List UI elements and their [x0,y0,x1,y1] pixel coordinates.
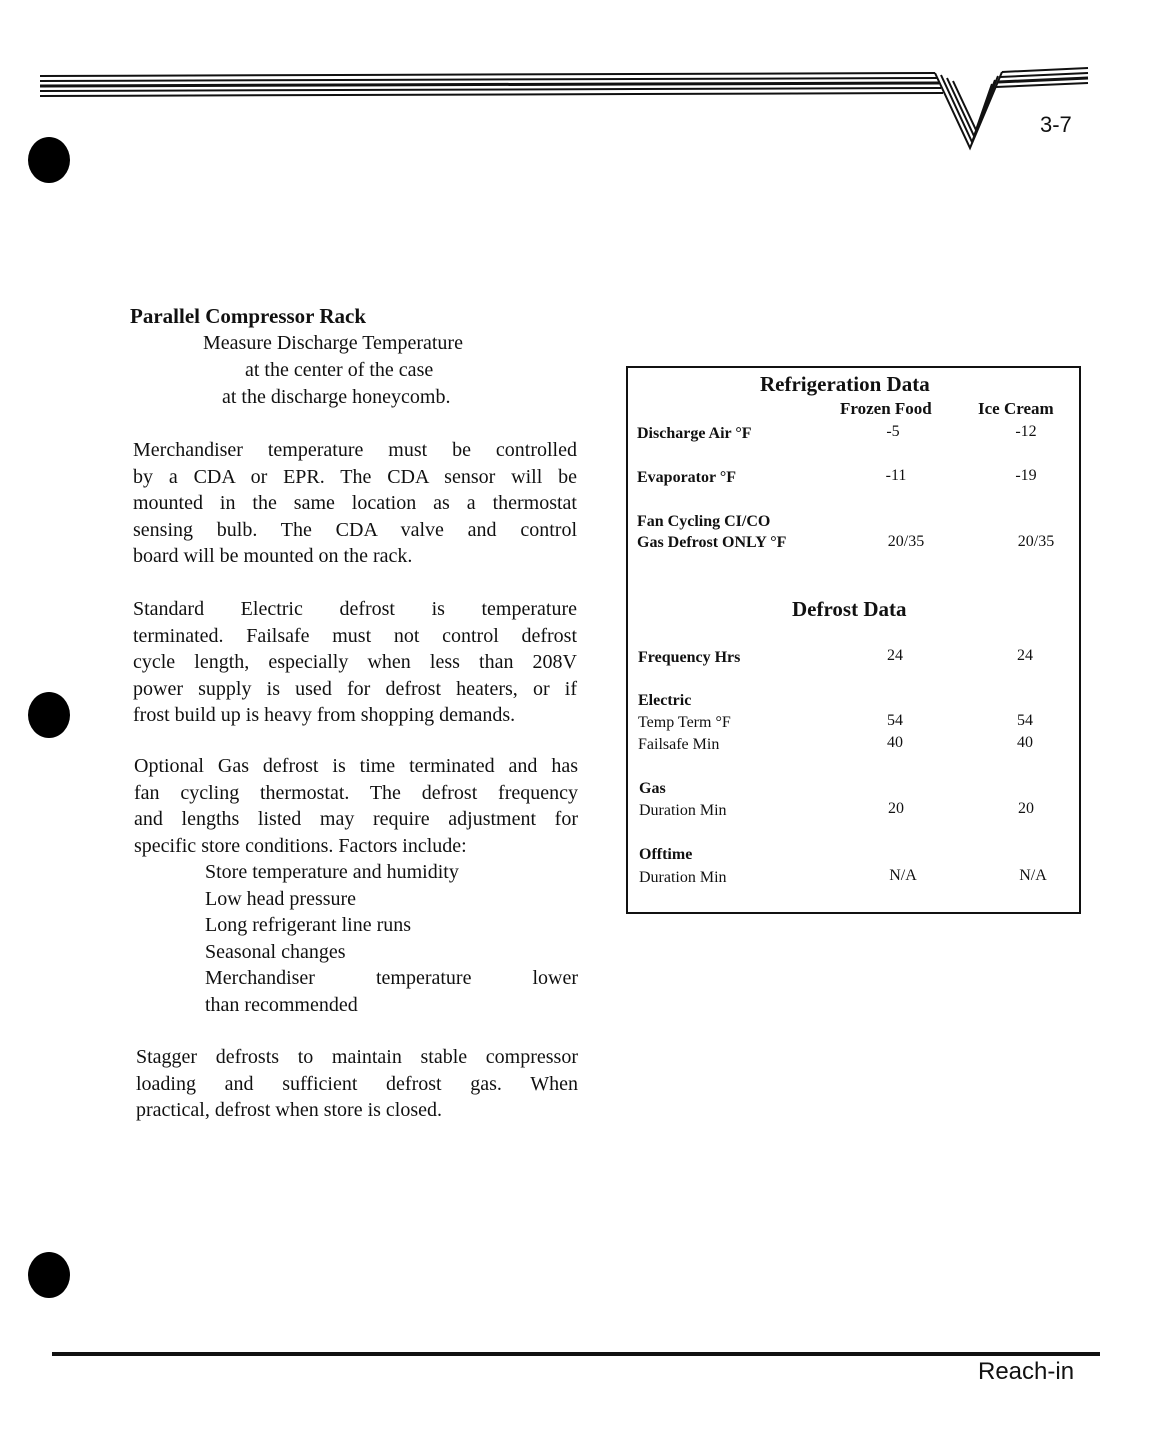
cell-evaporator-frozen: -11 [885,467,907,484]
text-line: fan cycling thermostat. The defrost frequency [134,781,578,804]
cell-gas-duration-ice: 20 [1018,800,1034,817]
row-label-electric: Electric [638,692,692,709]
cell-failsafe-frozen: 40 [887,734,903,751]
cell-temp-term-frozen: 54 [887,712,903,729]
text-line: power supply is used for defrost heaters, or if [133,677,577,700]
cell-fan-cycling-frozen: 20/35 [887,533,925,550]
footer-rule [52,1352,1100,1356]
row-label-offtime-duration: Duration Min [639,869,727,886]
page-number: 3-7 [1040,112,1072,137]
cell-offtime-ice: N/A [1019,867,1047,884]
paragraph-gas-defrost [134,753,578,859]
text-line: cycle length, especially when less than 208V [133,651,577,673]
text-line: practical, defrost when store is closed. [136,1099,443,1121]
row-label-fan-cycling: Fan Cycling CI/CO [637,513,771,530]
text-line: Optional Gas defrost is time terminated and has [134,755,578,777]
cell-failsafe-ice: 40 [1017,734,1033,751]
measure-line-1: Measure Discharge Temperature [203,332,463,354]
list-item: than recommended [205,993,358,1016]
text-line: Standard Electric defrost is temperature [133,598,577,620]
binder-hole-middle [28,692,70,738]
refrigeration-data-title: Refrigeration Data [760,372,930,396]
factors-list [205,859,578,1018]
cell-frequency-frozen: 24 [887,647,903,664]
section-title: Parallel Compressor Rack [130,304,367,328]
row-label-temp-term: Temp Term °F [638,714,731,731]
column-header-ice-cream: Ice Cream [978,399,1054,418]
cell-discharge-frozen: -5 [886,423,900,440]
text-line: board will be mounted on the rack. [133,545,413,567]
row-label-gas-duration: Duration Min [639,802,727,819]
cell-offtime-frozen: N/A [889,867,917,884]
text-line: Merchandiser temperature must be controlled [133,439,577,461]
defrost-data-title: Defrost Data [792,597,907,621]
list-item: Merchandiser temperature lower [205,967,578,989]
row-label-discharge-air: Discharge Air °F [637,425,752,442]
row-label-gas-defrost-only: Gas Defrost ONLY °F [637,534,787,551]
paragraph-stagger-defrosts [136,1044,578,1124]
row-label-offtime: Offtime [639,846,693,863]
column-header-frozen-food: Frozen Food [840,399,932,418]
paragraph-electric-defrost [133,596,577,729]
list-item: Seasonal changes [205,940,346,963]
text-line: frost build up is heavy from shopping demands. [133,704,516,726]
row-label-failsafe: Failsafe Min [638,736,720,753]
header-logo-rule [40,62,1100,152]
text-line: specific store conditions. Factors include: [134,834,467,857]
paragraph-cda-control [133,437,577,570]
list-item: Store temperature and humidity [205,861,459,883]
text-line: mounted in the same location as a thermostat [133,492,577,514]
text-line: and lengths listed may require adjustment for [134,808,578,830]
cell-evaporator-ice: -19 [1015,467,1037,484]
binder-hole-bottom [28,1252,70,1298]
row-label-evaporator: Evaporator °F [637,469,736,486]
measure-line-3: at the discharge honeycomb. [222,386,451,408]
text-line: by a CDA or EPR. The CDA sensor will be [133,465,577,488]
list-item: Low head pressure [205,887,357,910]
cell-gas-duration-frozen: 20 [888,800,904,817]
cell-temp-term-ice: 54 [1017,712,1033,729]
text-line: sensing bulb. The CDA valve and control [133,518,577,541]
text-line: Stagger defrosts to maintain stable compressor [136,1046,578,1068]
cell-frequency-ice: 24 [1017,647,1033,664]
row-label-frequency: Frequency Hrs [638,649,741,666]
binder-hole-top [28,137,70,183]
footer-section-label: Reach-in [978,1358,1075,1385]
text-line: loading and sufficient defrost gas. When [136,1072,578,1095]
measure-line-2: at the center of the case [245,359,434,381]
list-item: Long refrigerant line runs [205,914,412,936]
cell-fan-cycling-ice: 20/35 [1017,533,1055,550]
text-line: terminated. Failsafe must not control defrost [133,624,577,647]
refrigeration-data-table [626,366,1081,914]
cell-discharge-ice: -12 [1015,423,1037,440]
row-label-gas: Gas [639,780,666,797]
